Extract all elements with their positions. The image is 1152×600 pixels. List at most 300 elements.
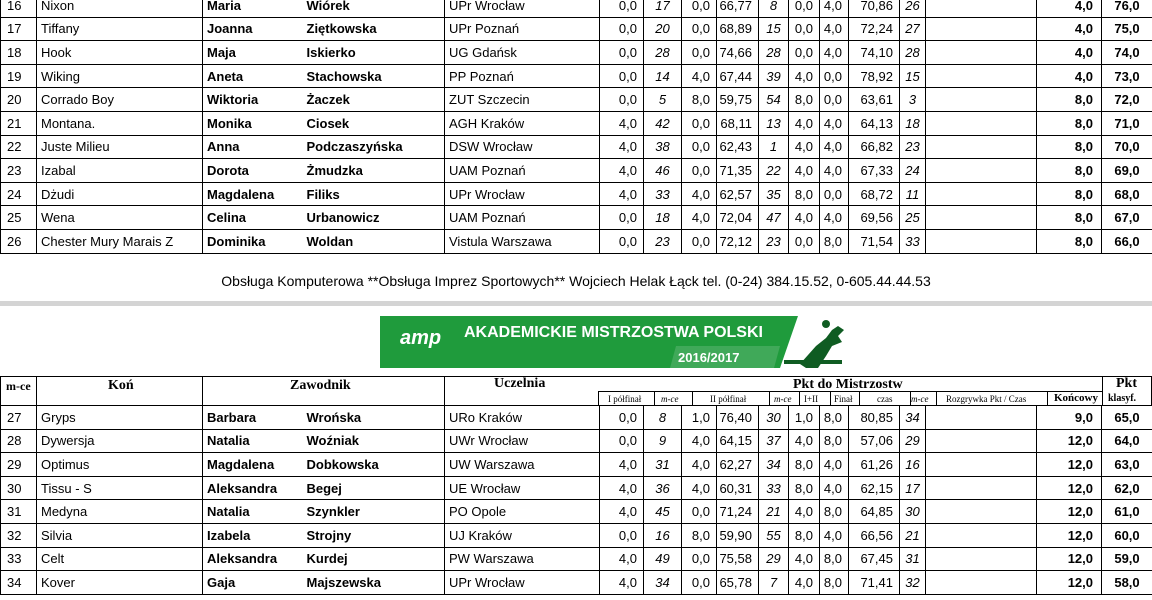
rider-first-name: Maja [203,41,303,65]
sum-penalty: 8,0 [789,523,820,547]
round1-penalty: 4,0 [600,182,644,206]
rider-last-name: Żmudzka [303,159,445,183]
jumpoff-cell [926,571,1037,595]
rider-last-name: Strojny [303,523,445,547]
rider-first-name: Izabela [203,523,303,547]
classification-points: 65,0 [1102,406,1152,430]
position-cell: 34 [1,571,37,595]
round2-penalty: 4,0 [682,476,717,500]
classification-points: 61,0 [1102,500,1152,524]
round2-place: 21 [759,500,789,524]
horse-cell: Nixon [37,0,203,17]
table-row [1,135,1152,159]
final-total: 8,0 [1037,206,1102,230]
round2-time: 68,89 [717,17,759,41]
final-place: 21 [900,523,926,547]
final-penalty: 4,0 [820,17,849,41]
round2-penalty: 0,0 [682,111,717,135]
round2-time: 64,15 [717,429,759,453]
final-place: 11 [900,182,926,206]
sum-penalty: 0,0 [789,0,820,17]
round2-place: 23 [759,229,789,253]
round1-place: 9 [644,429,682,453]
rider-first-name: Wiktoria [203,88,303,112]
final-time: 80,85 [849,406,900,430]
round2-place: 22 [759,159,789,183]
final-total: 8,0 [1037,159,1102,183]
round1-place: 31 [644,453,682,477]
horse-cell: Hook [37,41,203,65]
round1-penalty: 0,0 [600,41,644,65]
position-cell: 33 [1,547,37,571]
final-time: 67,33 [849,159,900,183]
round1-place: 28 [644,41,682,65]
round2-place: 8 [759,0,789,17]
university-cell: UAM Poznań [445,159,600,183]
final-time: 71,54 [849,229,900,253]
final-place: 17 [900,476,926,500]
position-cell: 21 [1,111,37,135]
round2-place: 29 [759,547,789,571]
final-total: 12,0 [1037,523,1102,547]
rider-last-name: Iskierko [303,41,445,65]
round2-time: 74,66 [717,41,759,65]
round2-penalty: 4,0 [682,182,717,206]
final-place: 33 [900,229,926,253]
round2-place: 30 [759,406,789,430]
table-row [1,159,1152,183]
jumpoff-cell [926,135,1037,159]
round1-penalty: 0,0 [600,17,644,41]
round1-place: 45 [644,500,682,524]
classification-points: 76,0 [1102,0,1152,17]
university-cell: UPr Poznań [445,17,600,41]
rider-first-name: Celina [203,206,303,230]
final-place: 25 [900,206,926,230]
rider-first-name: Aleksandra [203,547,303,571]
round1-place: 36 [644,476,682,500]
round2-place: 13 [759,111,789,135]
round1-penalty: 0,0 [600,206,644,230]
position-cell: 31 [1,500,37,524]
position-cell: 16 [1,0,37,17]
classification-points: 63,0 [1102,453,1152,477]
rider-first-name: Maria [203,0,303,17]
final-total: 8,0 [1037,88,1102,112]
final-penalty: 0,0 [820,182,849,206]
final-penalty: 4,0 [820,206,849,230]
sum-penalty: 0,0 [789,41,820,65]
rider-first-name: Dominika [203,229,303,253]
sum-penalty: 0,0 [789,17,820,41]
final-time: 64,13 [849,111,900,135]
final-penalty: 0,0 [820,88,849,112]
jumpoff-cell [926,64,1037,88]
round2-penalty: 4,0 [682,64,717,88]
round1-place: 16 [644,523,682,547]
final-place: 30 [900,500,926,524]
final-place: 26 [900,0,926,17]
university-cell: URo Kraków [445,406,600,430]
table-row [1,500,1152,524]
jumpoff-cell [926,111,1037,135]
horse-cell: Medyna [37,500,203,524]
header-zawodnik: Zawodnik [290,378,351,393]
sum-penalty: 0,0 [789,229,820,253]
position-cell: 24 [1,182,37,206]
classification-points: 70,0 [1102,135,1152,159]
final-time: 70,86 [849,0,900,17]
jumpoff-cell [926,229,1037,253]
round1-penalty: 4,0 [600,453,644,477]
round1-place: 34 [644,571,682,595]
round2-penalty: 1,0 [682,406,717,430]
jumpoff-cell [926,41,1037,65]
final-time: 66,82 [849,135,900,159]
round2-time: 72,12 [717,229,759,253]
final-total: 12,0 [1037,453,1102,477]
footer-contact-line: Obsługa Komputerowa **Obsługa Imprez Sportowych** Wojciech Helak Łąck tel. (0-24) 384.15.52, 0-605.44.44.53 [221,273,931,289]
classification-points: 60,0 [1102,523,1152,547]
round1-place: 14 [644,64,682,88]
final-total: 4,0 [1037,17,1102,41]
rider-last-name: Żaczek [303,88,445,112]
round2-time: 62,43 [717,135,759,159]
header-pkt-do-mistrzostw: Pkt do Mistrzostw [793,377,903,392]
final-time: 78,92 [849,64,900,88]
rider-last-name: Wiórek [303,0,445,17]
rider-first-name: Aleksandra [203,476,303,500]
university-cell: UE Wrocław [445,476,600,500]
round2-place: 34 [759,453,789,477]
jumpoff-cell [926,406,1037,430]
round2-place: 35 [759,182,789,206]
round2-penalty: 0,0 [682,41,717,65]
final-total: 4,0 [1037,64,1102,88]
horse-cell: Chester Mury Marais Z [37,229,203,253]
final-place: 34 [900,406,926,430]
round2-time: 62,27 [717,453,759,477]
table-row [1,429,1152,453]
round1-place: 8 [644,406,682,430]
round2-time: 71,24 [717,500,759,524]
round2-penalty: 8,0 [682,523,717,547]
header-pkt: Pkt [1116,376,1137,391]
university-cell: UWr Wrocław [445,429,600,453]
header-mce-3: m-ce [911,394,929,404]
final-place: 15 [900,64,926,88]
position-cell: 30 [1,476,37,500]
round2-place: 1 [759,135,789,159]
round2-penalty: 0,0 [682,500,717,524]
round1-place: 23 [644,229,682,253]
final-place: 3 [900,88,926,112]
round1-penalty: 0,0 [600,229,644,253]
round2-penalty: 4,0 [682,206,717,230]
final-total: 8,0 [1037,135,1102,159]
final-time: 64,85 [849,500,900,524]
final-total: 12,0 [1037,429,1102,453]
header-final: Finał [834,394,853,404]
classification-points: 73,0 [1102,64,1152,88]
round1-place: 17 [644,0,682,17]
rider-last-name: Woldan [303,229,445,253]
table-row [1,476,1152,500]
horse-cell: Tissu - S [37,476,203,500]
round2-time: 71,35 [717,159,759,183]
rider-last-name: Majszewska [303,571,445,595]
rider-last-name: Wrońska [303,406,445,430]
round2-time: 59,75 [717,88,759,112]
final-penalty: 0,0 [820,64,849,88]
position-cell: 18 [1,41,37,65]
sum-penalty: 4,0 [789,206,820,230]
final-total: 12,0 [1037,547,1102,571]
final-time: 63,61 [849,88,900,112]
horse-cell: Dywersja [37,429,203,453]
final-total: 4,0 [1037,41,1102,65]
final-penalty: 8,0 [820,406,849,430]
page-divider [0,301,1152,306]
round1-penalty: 0,0 [600,429,644,453]
final-place: 24 [900,159,926,183]
table-row [1,206,1152,230]
horse-cell: Corrado Boy [37,88,203,112]
final-penalty: 4,0 [820,111,849,135]
final-penalty: 4,0 [820,159,849,183]
round1-penalty: 0,0 [600,64,644,88]
horse-cell: Dżudi [37,182,203,206]
final-place: 29 [900,429,926,453]
header-mce-1: m-ce [661,394,679,404]
round2-time: 68,11 [717,111,759,135]
final-place: 18 [900,111,926,135]
final-time: 72,24 [849,17,900,41]
university-cell: AGH Kraków [445,111,600,135]
final-time: 67,45 [849,547,900,571]
rider-first-name: Anna [203,135,303,159]
horse-cell: Silvia [37,523,203,547]
horse-cell: Kover [37,571,203,595]
round2-penalty: 8,0 [682,88,717,112]
championship-banner [380,316,852,368]
rider-last-name: Woźniak [303,429,445,453]
jumpoff-cell [926,429,1037,453]
banner-season: 2016/2017 [678,350,740,365]
table-row [1,229,1152,253]
sum-penalty: 8,0 [789,182,820,206]
final-time: 61,26 [849,453,900,477]
final-place: 32 [900,571,926,595]
horse-cell: Wena [37,206,203,230]
round2-place: 15 [759,17,789,41]
banner-title: AKADEMICKIE MISTRZOSTWA POLSKI [464,324,763,341]
jumpoff-cell [926,206,1037,230]
round1-place: 20 [644,17,682,41]
round2-time: 62,57 [717,182,759,206]
final-place: 27 [900,17,926,41]
position-cell: 19 [1,64,37,88]
table-row [1,111,1152,135]
round2-time: 65,78 [717,571,759,595]
jumpoff-cell [926,523,1037,547]
horse-cell: Izabal [37,159,203,183]
round2-penalty: 4,0 [682,453,717,477]
final-total: 12,0 [1037,500,1102,524]
university-cell: UPr Wrocław [445,571,600,595]
rider-first-name: Magdalena [203,182,303,206]
sum-penalty: 4,0 [789,429,820,453]
round2-time: 67,44 [717,64,759,88]
jumpoff-cell [926,453,1037,477]
classification-points: 72,0 [1102,88,1152,112]
final-time: 69,56 [849,206,900,230]
table-row [1,41,1152,65]
round2-penalty: 0,0 [682,17,717,41]
rider-first-name: Natalia [203,429,303,453]
round2-time: 60,31 [717,476,759,500]
round1-penalty: 4,0 [600,135,644,159]
header-i-plus-ii: I+II [804,394,819,404]
rider-last-name: Podczaszyńska [303,135,445,159]
final-penalty: 4,0 [820,453,849,477]
round1-place: 38 [644,135,682,159]
classification-points: 66,0 [1102,229,1152,253]
round2-time: 76,40 [717,406,759,430]
rider-first-name: Magdalena [203,453,303,477]
jumpoff-cell [926,159,1037,183]
final-penalty: 4,0 [820,0,849,17]
sum-penalty: 4,0 [789,64,820,88]
round2-time: 72,04 [717,206,759,230]
table-row [1,571,1152,595]
jumpoff-cell [926,500,1037,524]
table-row [1,453,1152,477]
rider-last-name: Kurdej [303,547,445,571]
jumpoff-cell [926,17,1037,41]
round2-penalty: 0,0 [682,135,717,159]
horse-cell: Juste Milieu [37,135,203,159]
final-total: 8,0 [1037,182,1102,206]
position-cell: 32 [1,523,37,547]
table-header [0,376,1152,406]
final-place: 16 [900,453,926,477]
round1-penalty: 4,0 [600,159,644,183]
rider-last-name: Ciosek [303,111,445,135]
round2-penalty: 0,0 [682,0,717,17]
round1-place: 33 [644,182,682,206]
classification-points: 59,0 [1102,547,1152,571]
sum-penalty: 1,0 [789,406,820,430]
rider-last-name: Dobkowska [303,453,445,477]
horse-cell: Wiking [37,64,203,88]
round2-time: 75,58 [717,547,759,571]
university-cell: UAM Poznań [445,206,600,230]
final-penalty: 4,0 [820,41,849,65]
position-cell: 17 [1,17,37,41]
table-row [1,0,1152,17]
round1-penalty: 0,0 [600,88,644,112]
rider-last-name: Filiks [303,182,445,206]
round1-penalty: 4,0 [600,547,644,571]
final-penalty: 4,0 [820,476,849,500]
horse-cell: Gryps [37,406,203,430]
round2-place: 47 [759,206,789,230]
position-cell: 25 [1,206,37,230]
rider-first-name: Aneta [203,64,303,88]
rider-first-name: Joanna [203,17,303,41]
classification-points: 58,0 [1102,571,1152,595]
final-penalty: 8,0 [820,429,849,453]
position-cell: 27 [1,406,37,430]
position-cell: 28 [1,429,37,453]
table-row [1,88,1152,112]
position-cell: 26 [1,229,37,253]
round1-penalty: 4,0 [600,476,644,500]
final-time: 57,06 [849,429,900,453]
table-row [1,17,1152,41]
header-czas: czas [877,394,893,404]
position-cell: 29 [1,453,37,477]
position-cell: 22 [1,135,37,159]
jumpoff-cell [926,88,1037,112]
jumpoff-cell [926,0,1037,17]
classification-points: 74,0 [1102,41,1152,65]
round2-place: 28 [759,41,789,65]
university-cell: PW Warszawa [445,547,600,571]
position-cell: 20 [1,88,37,112]
rider-last-name: Szynkler [303,500,445,524]
horse-cell: Tiffany [37,17,203,41]
round1-penalty: 4,0 [600,500,644,524]
header-ii-polfinal: II półfinał [710,394,747,404]
sum-penalty: 4,0 [789,571,820,595]
round1-place: 49 [644,547,682,571]
rider-last-name: Ziętkowska [303,17,445,41]
final-place: 28 [900,41,926,65]
rider-last-name: Begej [303,476,445,500]
table-row [1,182,1152,206]
horse-cell: Montana. [37,111,203,135]
final-penalty: 8,0 [820,500,849,524]
horse-cell: Optimus [37,453,203,477]
sum-penalty: 4,0 [789,500,820,524]
header-mce-2: m-ce [774,394,792,404]
final-penalty: 8,0 [820,547,849,571]
round1-place: 42 [644,111,682,135]
final-time: 66,56 [849,523,900,547]
sum-penalty: 4,0 [789,159,820,183]
jumpoff-cell [926,547,1037,571]
header-i-polfinal: I półfinał [608,394,642,404]
round2-time: 59,90 [717,523,759,547]
final-penalty: 4,0 [820,135,849,159]
university-cell: UPr Wrocław [445,182,600,206]
university-cell: UW Warszawa [445,453,600,477]
final-time: 68,72 [849,182,900,206]
university-cell: UPr Wrocław [445,0,600,17]
round1-penalty: 0,0 [600,0,644,17]
table-row [1,64,1152,88]
sum-penalty: 8,0 [789,88,820,112]
university-cell: UJ Kraków [445,523,600,547]
header-klasyf: klasyf. [1108,393,1137,404]
round1-penalty: 4,0 [600,571,644,595]
header-rozgrywka: Rozgrywka Pkt / Czas [946,394,1027,404]
classification-points: 68,0 [1102,182,1152,206]
classification-points: 69,0 [1102,159,1152,183]
university-cell: Vistula Warszawa [445,229,600,253]
